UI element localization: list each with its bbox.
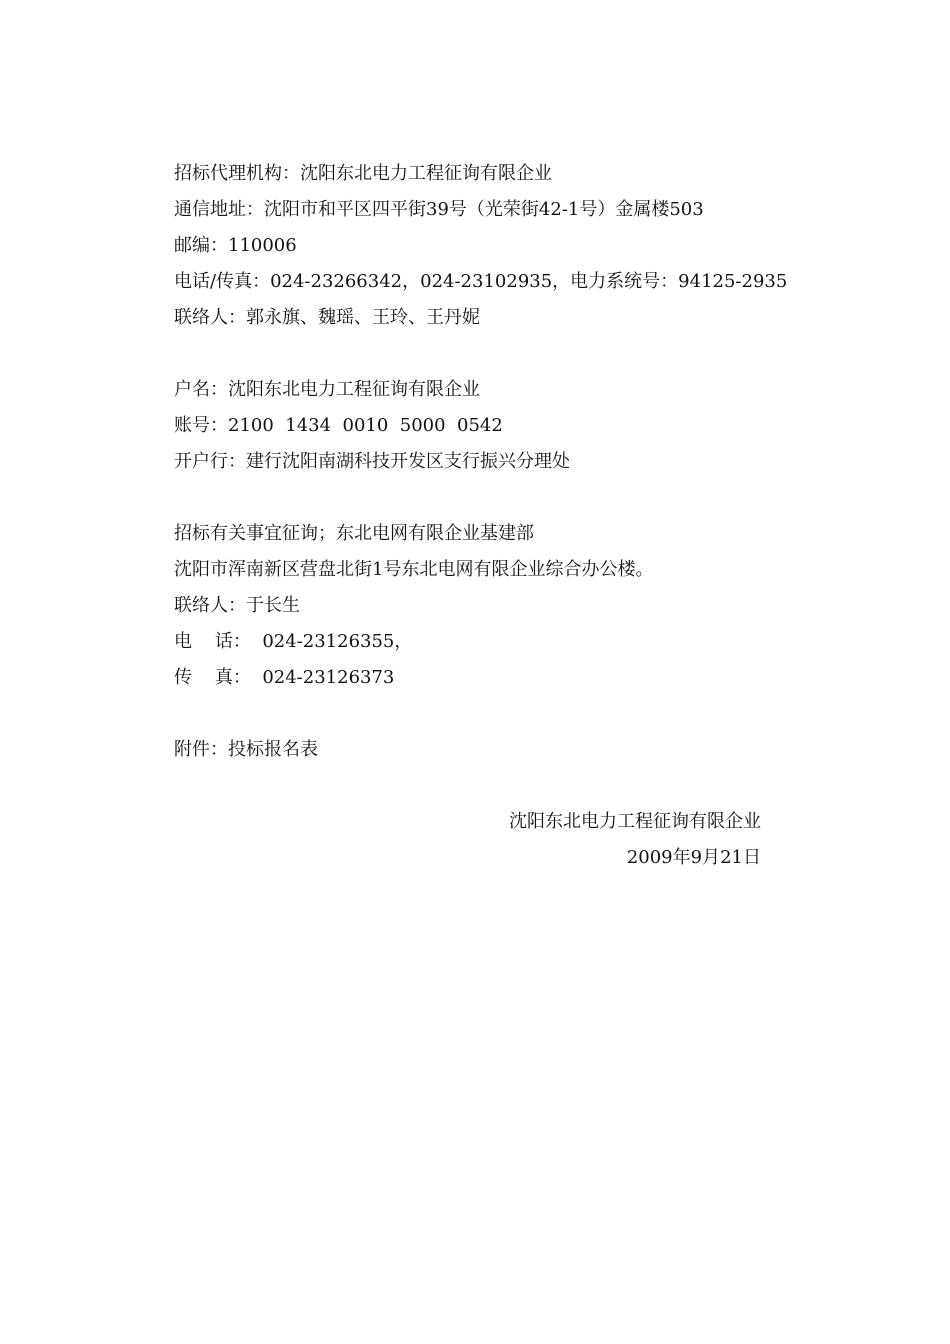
agency-contacts-line: 联络人：郭永旗、魏瑶、王玲、王丹妮: [174, 307, 480, 328]
signature-date: 2009年9月21日: [626, 847, 761, 868]
bank-account-number-line: 账号：2100 1434 0010 5000 0542: [174, 415, 503, 436]
agency-phone-line: 电话/传真：024-23266342，024-23102935，电力系统号：94125-2935: [174, 271, 788, 292]
inquiry-contact-line: 联络人：于长生: [174, 595, 300, 616]
inquiry-fax-line: 传 真： 024-23126373: [174, 667, 395, 688]
signature-company: 沈阳东北电力工程征询有限企业: [509, 811, 761, 832]
attachment-line: 附件：投标报名表: [174, 739, 318, 760]
bank-account-name-line: 户名：沈阳东北电力工程征询有限企业: [174, 379, 480, 400]
bank-branch-line: 开户行：建行沈阳南湖科技开发区支行振兴分理处: [174, 451, 570, 472]
agency-postcode-line: 邮编：110006: [174, 235, 297, 256]
inquiry-title-line: 招标有关事宜征询；东北电网有限企业基建部: [174, 523, 534, 544]
inquiry-address-line: 沈阳市浑南新区营盘北街1号东北电网有限企业综合办公楼。: [174, 559, 654, 580]
agency-name-line: 招标代理机构：沈阳东北电力工程征询有限企业: [174, 163, 552, 184]
inquiry-phone-line: 电 话： 024-23126355，: [174, 631, 413, 652]
agency-address-line: 通信地址：沈阳市和平区四平街39号（光荣街42-1号）金属楼503: [174, 199, 704, 220]
